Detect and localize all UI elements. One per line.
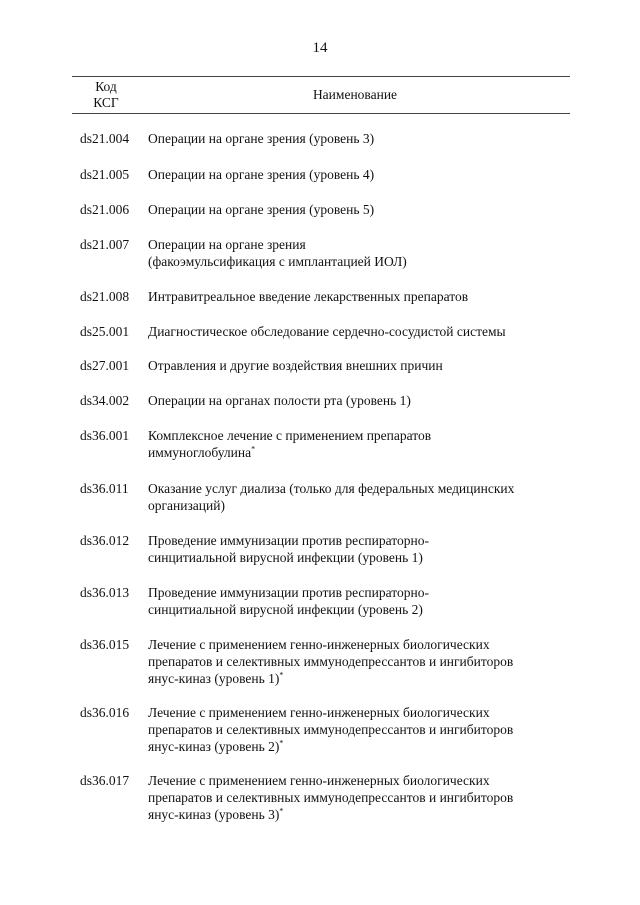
row-name-line: синцитиальной вирусной инфекции (уровень 2): [148, 602, 423, 617]
row-name-line: Проведение иммунизации против респираторно-: [148, 533, 429, 548]
row-name: [148, 236, 578, 270]
row-name: [148, 323, 578, 340]
row-code: ds36.012: [80, 533, 130, 548]
row-name-line: Лечение с применением генно-инженерных биологических: [148, 705, 490, 720]
row-name-line: препаратов и селективных иммунодепрессантов и ингибиторов: [148, 654, 514, 669]
row-name-line: Лечение с применением генно-инженерных биологических: [148, 773, 490, 788]
row-name-line: иммуноглобулина*: [148, 444, 256, 460]
footnote-mark: *: [279, 806, 284, 816]
row-name-line: (факоэмульсификация с имплантацией ИОЛ): [148, 254, 407, 269]
row-name-line: препаратов и селективных иммунодепрессантов и ингибиторов: [148, 722, 514, 737]
header-name-column: Наименование: [312, 87, 398, 102]
row-code: ds36.011: [80, 481, 129, 496]
row-code: ds36.013: [80, 585, 130, 600]
row-name: [148, 427, 578, 461]
row-name-line: Интравитреальное введение лекарственных препаратов: [148, 289, 469, 304]
page-number: 14: [312, 40, 328, 56]
row-code: ds21.008: [80, 289, 130, 304]
header-code-column: [72, 79, 140, 111]
row-code: ds36.017: [80, 773, 130, 788]
row-code: ds21.005: [80, 167, 130, 182]
row-code: ds36.015: [80, 637, 130, 652]
row-name-line: Операции на органе зрения (уровень 4): [148, 167, 375, 182]
row-code: ds34.002: [80, 393, 130, 408]
row-name: [148, 772, 578, 823]
row-name: [148, 130, 578, 147]
row-name-line: Операции на органе зрения (уровень 5): [148, 202, 375, 217]
row-name: [148, 584, 578, 618]
row-name-line: организаций): [148, 498, 225, 513]
row-name: [148, 166, 578, 183]
row-name-line: Диагностическое обследование сердечно-сосудистой системы: [148, 324, 506, 339]
row-code: ds21.004: [80, 131, 130, 146]
row-name: [148, 532, 578, 566]
footnote-mark: *: [279, 670, 284, 680]
row-name-line: Отравления и другие воздействия внешних причин: [148, 358, 443, 373]
row-code: ds36.001: [80, 428, 130, 443]
row-name-line: синцитиальной вирусной инфекции (уровень 1): [148, 550, 423, 565]
table-header: [72, 76, 570, 114]
header-code-line1: Код: [95, 79, 117, 94]
row-name-line: препаратов и селективных иммунодепрессантов и ингибиторов: [148, 790, 514, 805]
row-code: ds27.001: [80, 358, 130, 373]
row-code: ds21.006: [80, 202, 130, 217]
footnote-mark: *: [251, 444, 256, 454]
row-name-line: янус-киназ (уровень 3)*: [148, 806, 284, 822]
row-name: [148, 392, 578, 409]
row-name-line: Лечение с применением генно-инженерных биологических: [148, 637, 490, 652]
row-code: ds25.001: [80, 324, 130, 339]
header-code-line2: КСГ: [93, 95, 119, 110]
row-name-line: Проведение иммунизации против респираторно-: [148, 585, 429, 600]
row-name: [148, 288, 578, 305]
row-name-line: янус-киназ (уровень 2)*: [148, 738, 284, 754]
row-name: [148, 480, 578, 514]
row-name-line: Операции на органах полости рта (уровень 1): [148, 393, 411, 408]
footnote-mark: *: [279, 738, 284, 748]
row-code: ds21.007: [80, 237, 130, 252]
row-code: ds36.016: [80, 705, 130, 720]
row-name-line: Операции на органе зрения: [148, 237, 306, 252]
row-name-line: Операции на органе зрения (уровень 3): [148, 131, 375, 146]
row-name-line: Комплексное лечение с применением препаратов: [148, 428, 432, 443]
row-name: [148, 201, 578, 218]
row-name-line: янус-киназ (уровень 1)*: [148, 670, 284, 686]
row-name: [148, 357, 578, 374]
row-name-line: Оказание услуг диализа (только для федеральных медицинских: [148, 481, 515, 496]
row-name: [148, 704, 578, 755]
row-name: [148, 636, 578, 687]
